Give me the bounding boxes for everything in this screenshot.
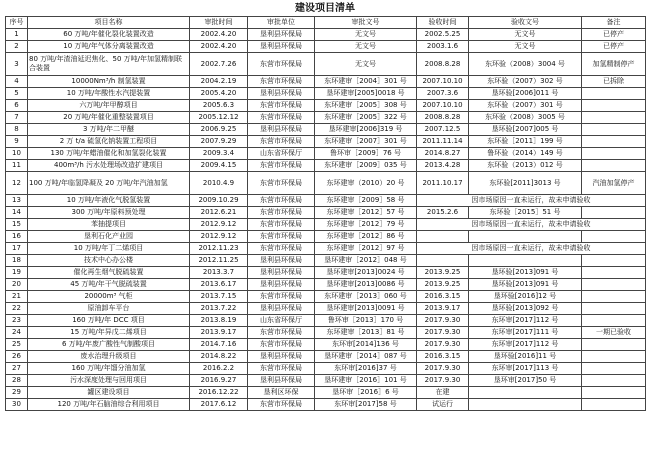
- approval-date-cell: 2010.4.9: [190, 172, 248, 195]
- remark-cell: [582, 267, 646, 279]
- acceptance-date-cell: 2013.9.25: [417, 267, 469, 279]
- remark-cell: 汽油加氢停产: [582, 172, 646, 195]
- acceptance-document-number-cell: [469, 231, 582, 243]
- approval-document-number-cell: 垦环建审［2012］048 号: [315, 255, 417, 267]
- acceptance-document-number-cell: 垦环审[2017]50 号: [469, 375, 582, 387]
- project-name-cell: 罐区建设项目: [28, 387, 190, 399]
- approval-date-cell: 2016.2.2: [190, 363, 248, 375]
- row-number-cell: 14: [6, 207, 28, 219]
- row-number-cell: 21: [6, 291, 28, 303]
- remark-cell: [582, 255, 646, 267]
- column-header: 审批时间: [190, 17, 248, 29]
- row-number-cell: 18: [6, 255, 28, 267]
- approval-document-number-cell: 无文号: [315, 41, 417, 53]
- approval-document-number-cell: 垦环建审[2013]0091 号: [315, 303, 417, 315]
- project-name-cell: 3 万吨/年二甲醚: [28, 124, 190, 136]
- table-row: [6, 207, 646, 219]
- table-row: [6, 303, 646, 315]
- row-number-cell: 17: [6, 243, 28, 255]
- approval-unit-cell: 东营市环保局: [248, 53, 315, 76]
- acceptance-date-cell: 2015.2.6: [417, 207, 469, 219]
- remark-cell: [582, 148, 646, 160]
- approval-date-cell: 2012.9.12: [190, 231, 248, 243]
- approval-date-cell: 2013.3.7: [190, 267, 248, 279]
- remark-cell: 一期已验收: [582, 327, 646, 339]
- project-name-cell: 80 万吨/年渣油延迟焦化、50 万吨/年加氢精制联合装置: [28, 53, 190, 76]
- acceptance-document-number-cell: 无文号: [469, 41, 582, 53]
- acceptance-date-cell: 2016.3.15: [417, 351, 469, 363]
- row-number-cell: 30: [6, 399, 28, 411]
- approval-date-cell: 2013.7.15: [190, 291, 248, 303]
- table-row: [6, 231, 646, 243]
- remark-cell: [582, 387, 646, 399]
- acceptance-document-number-cell: 垦环验[2013]091 号: [469, 279, 582, 291]
- remark-cell: 已拆除: [582, 76, 646, 88]
- approval-document-number-cell: 东环建审［2012］86 号: [315, 231, 417, 243]
- table-row: [6, 100, 646, 112]
- approval-document-number-cell: 东环建审［2005］308 号: [315, 100, 417, 112]
- table-row: [6, 327, 646, 339]
- table-row: [6, 53, 646, 76]
- column-header: 审批文号: [315, 17, 417, 29]
- row-number-cell: 6: [6, 100, 28, 112]
- remark-cell: 已停产: [582, 29, 646, 41]
- acceptance-document-number-cell: 垦环验[2007]005 号: [469, 124, 582, 136]
- approval-document-number-cell: 东环建审［2012］57 号: [315, 207, 417, 219]
- approval-unit-cell: 东营市环保局: [248, 291, 315, 303]
- acceptance-date-cell: 因市场原因一直未运行，故未申请验收: [417, 195, 646, 207]
- acceptance-date-cell: 2008.8.28: [417, 112, 469, 124]
- acceptance-date-cell: 2011.10.17: [417, 172, 469, 195]
- remark-cell: [582, 88, 646, 100]
- acceptance-date-cell: [417, 255, 469, 267]
- project-name-cell: 10 万吨/年酸性水汽提装置: [28, 88, 190, 100]
- acceptance-date-cell: 2008.8.28: [417, 53, 469, 76]
- project-name-cell: 10 万吨/年丁二烯项目: [28, 243, 190, 255]
- approval-date-cell: 2005.6.3: [190, 100, 248, 112]
- remark-cell: [582, 399, 646, 411]
- project-name-cell: 技术中心办公楼: [28, 255, 190, 267]
- row-number-cell: 5: [6, 88, 28, 100]
- approval-document-number-cell: 东环审[2014]136 号: [315, 339, 417, 351]
- approval-date-cell: 2009.4.15: [190, 160, 248, 172]
- table-row: [6, 279, 646, 291]
- remark-cell: [582, 279, 646, 291]
- acceptance-date-cell: 2003.1.6: [417, 41, 469, 53]
- row-number-cell: 9: [6, 136, 28, 148]
- column-header: 备注: [582, 17, 646, 29]
- acceptance-document-number-cell: [469, 399, 582, 411]
- row-number-cell: 1: [6, 29, 28, 41]
- approval-unit-cell: 垦利县环保局: [248, 351, 315, 363]
- project-name-cell: 300 万吨/年原料预处理: [28, 207, 190, 219]
- project-name-cell: 120 万吨/年石脑油综合利用项目: [28, 399, 190, 411]
- project-name-cell: 400m³/h 污水处理场改造扩建项目: [28, 160, 190, 172]
- acceptance-date-cell: 2016.3.15: [417, 291, 469, 303]
- approval-unit-cell: 垦利县环保局: [248, 29, 315, 41]
- table-row: [6, 195, 646, 207]
- approval-document-number-cell: 鲁环审［2009］76 号: [315, 148, 417, 160]
- table-body: [6, 29, 646, 411]
- project-name-cell: 20000m³ 气柜: [28, 291, 190, 303]
- approval-unit-cell: 东营市环保局: [248, 231, 315, 243]
- project-name-cell: 160 万吨/年 DCC 项目: [28, 315, 190, 327]
- row-number-cell: 8: [6, 124, 28, 136]
- acceptance-date-cell: 2007.10.10: [417, 76, 469, 88]
- approval-document-number-cell: 垦环建审[2013]0086 号: [315, 279, 417, 291]
- approval-date-cell: 2012.11.25: [190, 255, 248, 267]
- approval-unit-cell: 垦利县环保局: [248, 41, 315, 53]
- approval-unit-cell: 东营市环保局: [248, 100, 315, 112]
- approval-unit-cell: 东营市环保局: [248, 327, 315, 339]
- table-header: [6, 17, 646, 29]
- approval-date-cell: 2002.4.20: [190, 41, 248, 53]
- remark-cell: [582, 339, 646, 351]
- table-row: [6, 88, 646, 100]
- table-row: [6, 351, 646, 363]
- acceptance-date-cell: 2007.10.10: [417, 100, 469, 112]
- approval-date-cell: 2013.9.17: [190, 327, 248, 339]
- acceptance-document-number-cell: 无文号: [469, 29, 582, 41]
- table-row: [6, 172, 646, 195]
- remark-cell: [582, 363, 646, 375]
- approval-unit-cell: 垦利县环保局: [248, 124, 315, 136]
- table-row: [6, 136, 646, 148]
- table-row: [6, 339, 646, 351]
- approval-unit-cell: 东营市环保局: [248, 219, 315, 231]
- approval-date-cell: 2009.10.29: [190, 195, 248, 207]
- approval-date-cell: 2002.7.26: [190, 53, 248, 76]
- table-row: [6, 267, 646, 279]
- acceptance-document-number-cell: [469, 387, 582, 399]
- acceptance-document-number-cell: 东环审[2017]111 号: [469, 327, 582, 339]
- row-number-cell: 27: [6, 363, 28, 375]
- approval-unit-cell: 垦利县环保局: [248, 88, 315, 100]
- remark-cell: [582, 207, 646, 219]
- row-number-cell: 19: [6, 267, 28, 279]
- project-name-cell: 15 万吨/年异戊二烯项目: [28, 327, 190, 339]
- row-number-cell: 12: [6, 172, 28, 195]
- project-name-cell: 废水治理升级项目: [28, 351, 190, 363]
- approval-unit-cell: 东营市环保局: [248, 195, 315, 207]
- approval-date-cell: 2005.12.12: [190, 112, 248, 124]
- project-name-cell: 苯抽提项目: [28, 219, 190, 231]
- approval-unit-cell: 东营市环保局: [248, 160, 315, 172]
- acceptance-document-number-cell: 东环验（2008）3004 号: [469, 53, 582, 76]
- acceptance-date-cell: 2002.5.25: [417, 29, 469, 41]
- project-table: [5, 16, 646, 411]
- project-name-cell: 六万吨/年甲醇项目: [28, 100, 190, 112]
- acceptance-document-number-cell: [469, 255, 582, 267]
- acceptance-document-number-cell: 垦环验[2016]12 号: [469, 291, 582, 303]
- table-row: [6, 243, 646, 255]
- acceptance-date-cell: 2013.4.28: [417, 160, 469, 172]
- acceptance-date-cell: 在建: [417, 387, 469, 399]
- acceptance-document-number-cell: 垦环验[2013]092 号: [469, 303, 582, 315]
- approval-document-number-cell: 无文号: [315, 53, 417, 76]
- remark-cell: [582, 351, 646, 363]
- row-number-cell: 28: [6, 375, 28, 387]
- acceptance-document-number-cell: 东环验［2011］199 号: [469, 136, 582, 148]
- project-name-cell: 2 万 t/a 硫氢化钠装置工程项目: [28, 136, 190, 148]
- approval-date-cell: 2013.7.22: [190, 303, 248, 315]
- remark-cell: [582, 375, 646, 387]
- column-header: 项目名称: [28, 17, 190, 29]
- table-row: [6, 375, 646, 387]
- approval-unit-cell: 东营市环保局: [248, 112, 315, 124]
- table-row: [6, 41, 646, 53]
- approval-date-cell: 2006.9.25: [190, 124, 248, 136]
- row-number-cell: 13: [6, 195, 28, 207]
- acceptance-date-cell: 2017.9.30: [417, 375, 469, 387]
- project-name-cell: 10 万吨/年气体分离装置改造: [28, 41, 190, 53]
- approval-document-number-cell: 东环审[2016]37 号: [315, 363, 417, 375]
- approval-unit-cell: 东营市环保局: [248, 399, 315, 411]
- table-row: [6, 124, 646, 136]
- approval-date-cell: 2005.4.20: [190, 88, 248, 100]
- approval-date-cell: 2012.11.23: [190, 243, 248, 255]
- approval-unit-cell: 东营市环保局: [248, 172, 315, 195]
- approval-document-number-cell: 东环建审［2009］035 号: [315, 160, 417, 172]
- remark-cell: 加氢精制停产: [582, 53, 646, 76]
- acceptance-date-cell: 因市场原因一直未运行，故未申请验收: [417, 243, 646, 255]
- approval-unit-cell: 山东省环保厅: [248, 315, 315, 327]
- approval-unit-cell: 东营市环保局: [248, 207, 315, 219]
- row-number-cell: 24: [6, 327, 28, 339]
- acceptance-date-cell: 试运行: [417, 399, 469, 411]
- table-row: [6, 29, 646, 41]
- approval-date-cell: 2007.9.29: [190, 136, 248, 148]
- approval-document-number-cell: 东环建审［2004］301 号: [315, 76, 417, 88]
- document-title: 建设项目清单: [295, 3, 355, 14]
- row-number-cell: 23: [6, 315, 28, 327]
- row-number-cell: 16: [6, 231, 28, 243]
- acceptance-date-cell: 2017.9.30: [417, 339, 469, 351]
- acceptance-document-number-cell: 东环验（2007）301 号: [469, 100, 582, 112]
- table-row: [6, 399, 646, 411]
- approval-unit-cell: 东营市环保局: [248, 339, 315, 351]
- row-number-cell: 20: [6, 279, 28, 291]
- acceptance-document-number-cell: 东环审[2017]113 号: [469, 363, 582, 375]
- table-row: [6, 76, 646, 88]
- approval-document-number-cell: 垦环建审［2016］101 号: [315, 375, 417, 387]
- acceptance-document-number-cell: 东环验[2011]3013 号: [469, 172, 582, 195]
- acceptance-document-number-cell: 垦环验[2013]091 号: [469, 267, 582, 279]
- row-number-cell: 26: [6, 351, 28, 363]
- acceptance-date-cell: 2013.9.17: [417, 303, 469, 315]
- row-number-cell: 11: [6, 160, 28, 172]
- row-number-cell: 25: [6, 339, 28, 351]
- approval-document-number-cell: 垦环建审[2006]319 号: [315, 124, 417, 136]
- approval-date-cell: 2014.7.16: [190, 339, 248, 351]
- acceptance-date-cell: 2017.9.30: [417, 327, 469, 339]
- approval-document-number-cell: 东环建审［2007］301 号: [315, 136, 417, 148]
- header-row: [6, 17, 646, 29]
- row-number-cell: 4: [6, 76, 28, 88]
- acceptance-document-number-cell: 东环审[2017]112 号: [469, 315, 582, 327]
- approval-document-number-cell: 无文号: [315, 29, 417, 41]
- approval-date-cell: 2012.9.12: [190, 219, 248, 231]
- project-name-cell: 20 万吨/年催化重整装置项目: [28, 112, 190, 124]
- acceptance-document-number-cell: 鲁环验（2014）149 号: [469, 148, 582, 160]
- approval-document-number-cell: 东环建审［2012］97 号: [315, 243, 417, 255]
- approval-unit-cell: 垦利县环保局: [248, 267, 315, 279]
- acceptance-document-number-cell: 垦环验[2006]011 号: [469, 88, 582, 100]
- approval-date-cell: 2016.9.27: [190, 375, 248, 387]
- project-name-cell: 160 万吨/年馏分油加氢: [28, 363, 190, 375]
- project-name-cell: 原油卸车平台: [28, 303, 190, 315]
- approval-unit-cell: 东营市环保局: [248, 76, 315, 88]
- project-name-cell: 60 万吨/年催化裂化装置改造: [28, 29, 190, 41]
- project-name-cell: 污水深度处理与回用项目: [28, 375, 190, 387]
- approval-document-number-cell: 垦环建审[2013]0024 号: [315, 267, 417, 279]
- remark-cell: 已停产: [582, 41, 646, 53]
- project-name-cell: 130 万吨/年蜡油催化和加氢裂化装置: [28, 148, 190, 160]
- row-number-cell: 22: [6, 303, 28, 315]
- remark-cell: [582, 231, 646, 243]
- approval-date-cell: 2012.6.21: [190, 207, 248, 219]
- approval-date-cell: 2004.2.19: [190, 76, 248, 88]
- approval-document-number-cell: 东环审[2017]58 号: [315, 399, 417, 411]
- approval-unit-cell: 东营市环保局: [248, 363, 315, 375]
- remark-cell: [582, 112, 646, 124]
- approval-unit-cell: 垦利县环保局: [248, 375, 315, 387]
- remark-cell: [582, 136, 646, 148]
- acceptance-date-cell: 2017.9.30: [417, 315, 469, 327]
- approval-unit-cell: 垦利县环保局: [248, 255, 315, 267]
- approval-date-cell: 2013.8.19: [190, 315, 248, 327]
- project-name-cell: 垦利石化产业园: [28, 231, 190, 243]
- project-name-cell: 45 万吨/年干气脱硫装置: [28, 279, 190, 291]
- acceptance-date-cell: 2017.9.30: [417, 363, 469, 375]
- acceptance-document-number-cell: 东环审[2017]112 号: [469, 339, 582, 351]
- row-number-cell: 29: [6, 387, 28, 399]
- project-name-cell: 10000Nm³/h 制氢装置: [28, 76, 190, 88]
- project-name-cell: 催化再生烟气脱硫装置: [28, 267, 190, 279]
- approval-document-number-cell: 垦环建审［2014］087 号: [315, 351, 417, 363]
- acceptance-date-cell: 2011.11.14: [417, 136, 469, 148]
- column-header: 序号: [6, 17, 28, 29]
- acceptance-date-cell: 2013.9.25: [417, 279, 469, 291]
- column-header: 审批单位: [248, 17, 315, 29]
- acceptance-document-number-cell: 东环验（2013）012 号: [469, 160, 582, 172]
- remark-cell: [582, 124, 646, 136]
- approval-document-number-cell: 垦环审［2016］6 号: [315, 387, 417, 399]
- approval-date-cell: 2016.12.22: [190, 387, 248, 399]
- approval-date-cell: 2014.8.22: [190, 351, 248, 363]
- approval-document-number-cell: 东环建审［2013］81 号: [315, 327, 417, 339]
- approval-document-number-cell: 东环建审［2005］322 号: [315, 112, 417, 124]
- approval-unit-cell: 垦利县环保局: [248, 279, 315, 291]
- approval-date-cell: 2013.6.17: [190, 279, 248, 291]
- approval-document-number-cell: 东环建审（2010）20 号: [315, 172, 417, 195]
- table-row: [6, 112, 646, 124]
- approval-document-number-cell: 鲁环审［2013］170 号: [315, 315, 417, 327]
- approval-unit-cell: 东营市环保局: [248, 243, 315, 255]
- approval-document-number-cell: 垦环建审[2005]0018 号: [315, 88, 417, 100]
- table-row: [6, 255, 646, 267]
- approval-unit-cell: 山东省环保厅: [248, 148, 315, 160]
- acceptance-date-cell: 因市场原因一直未运行，故未申请验收: [417, 219, 646, 231]
- remark-cell: [582, 291, 646, 303]
- acceptance-date-cell: 2007.3.6: [417, 88, 469, 100]
- approval-unit-cell: 垦利区环保: [248, 387, 315, 399]
- project-name-cell: 100 万吨/年临氢降凝及 20 万吨/年汽油加氢: [28, 172, 190, 195]
- remark-cell: [582, 315, 646, 327]
- approval-date-cell: 2017.6.12: [190, 399, 248, 411]
- approval-date-cell: 2002.4.20: [190, 29, 248, 41]
- row-number-cell: 3: [6, 53, 28, 76]
- approval-document-number-cell: 东环建审［2012］79 号: [315, 219, 417, 231]
- table-row: [6, 387, 646, 399]
- row-number-cell: 15: [6, 219, 28, 231]
- acceptance-document-number-cell: 东环验（2008）3005 号: [469, 112, 582, 124]
- remark-cell: [582, 303, 646, 315]
- row-number-cell: 7: [6, 112, 28, 124]
- approval-date-cell: 2009.3.4: [190, 148, 248, 160]
- table-row: [6, 148, 646, 160]
- table-row: [6, 363, 646, 375]
- row-number-cell: 10: [6, 148, 28, 160]
- project-name-cell: 6 万吨/年废广酸性气制酸项目: [28, 339, 190, 351]
- table-row: [6, 219, 646, 231]
- table-row: [6, 160, 646, 172]
- project-name-cell: 10 万吨/年液化气脱氢装置: [28, 195, 190, 207]
- approval-unit-cell: 东营市环保局: [248, 136, 315, 148]
- approval-document-number-cell: 东环建审［2009］58 号: [315, 195, 417, 207]
- acceptance-document-number-cell: 东环验（2007）302 号: [469, 76, 582, 88]
- acceptance-date-cell: [417, 231, 469, 243]
- acceptance-document-number-cell: 垦环验[2016]11 号: [469, 351, 582, 363]
- row-number-cell: 2: [6, 41, 28, 53]
- remark-cell: [582, 100, 646, 112]
- acceptance-document-number-cell: 东环验［2015］51 号: [469, 207, 582, 219]
- table-row: [6, 291, 646, 303]
- acceptance-date-cell: 2014.8.27: [417, 148, 469, 160]
- column-header: 验收时间: [417, 17, 469, 29]
- approval-document-number-cell: 东环建审［2013］060 号: [315, 291, 417, 303]
- acceptance-date-cell: 2007.12.5: [417, 124, 469, 136]
- table-row: [6, 315, 646, 327]
- remark-cell: [582, 160, 646, 172]
- column-header: 验收文号: [469, 17, 582, 29]
- approval-unit-cell: 垦利县环保局: [248, 303, 315, 315]
